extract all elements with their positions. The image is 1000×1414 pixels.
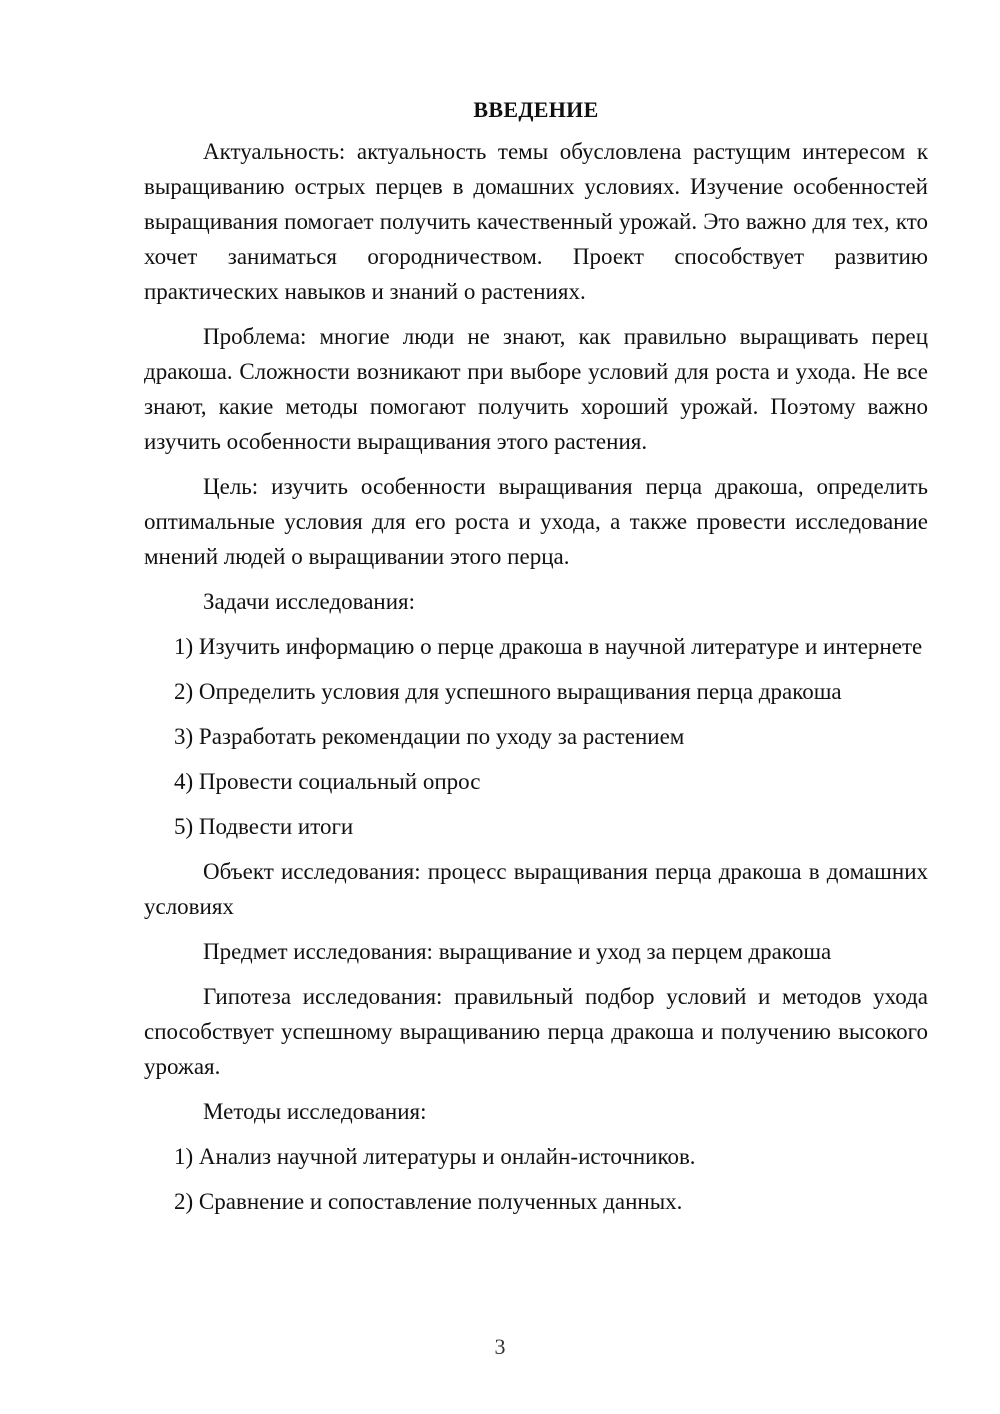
paragraph-relevance: Актуальность: актуальность темы обусловлена растущим интересом к выращиванию острых перцев в домашних условиях. Изучение особенностей выращивания помогает получить качественный урожай. Это важно для тех, кто хочет заниматься огородничеством. Проект способствует развитию практических навыков и знаний о растениях. [144,139,928,304]
paragraph-methods-title: Методы исследования: [203,1099,427,1124]
section-heading: ВВЕДЕНИЕ [473,97,599,122]
list-item-task-2: 2) Определить условия для успешного выращивания перца дракоша [174,679,842,704]
paragraph-problem: Проблема: многие люди не знают, как правильно выращивать перец дракоша. Сложности возникают при выборе условий для роста и ухода. Не все знают, какие методы помогают получить хороший урожай. Поэтому важно изучить особенности выращивания этого растения. [144,324,928,454]
paragraph-subject: Предмет исследования: выращивание и уход за перцем дракоша [203,939,832,964]
list-item-task-1: 1) Изучить информацию о перце дракоша в научной литературе и интернете [174,634,923,659]
paragraph-hypothesis: Гипотеза исследования: правильный подбор условий и методов ухода способствует успешному выращиванию перца дракоша и получению высокого урожая. [144,984,928,1079]
list-item-task-4: 4) Провести социальный опрос [174,769,481,794]
paragraph-object: Объект исследования: процесс выращивания перца дракоша в домашних условиях [144,859,928,919]
list-item-task-5: 5) Подвести итоги [174,814,354,839]
paragraph-goal: Цель: изучить особенности выращивания перца дракоша, определить оптимальные условия для его роста и ухода, а также провести исследование мнений людей о выращивании этого перца. [144,474,928,569]
list-item-method-2: 2) Сравнение и сопоставление полученных данных. [174,1189,683,1214]
list-item-method-1: 1) Анализ научной литературы и онлайн-источников. [174,1144,696,1169]
list-item-task-3: 3) Разработать рекомендации по уходу за растением [174,724,685,749]
page-content [144,96,928,1229]
paragraph-tasks-title: Задачи исследования: [203,589,416,614]
page-number: 3 [494,1334,506,1359]
